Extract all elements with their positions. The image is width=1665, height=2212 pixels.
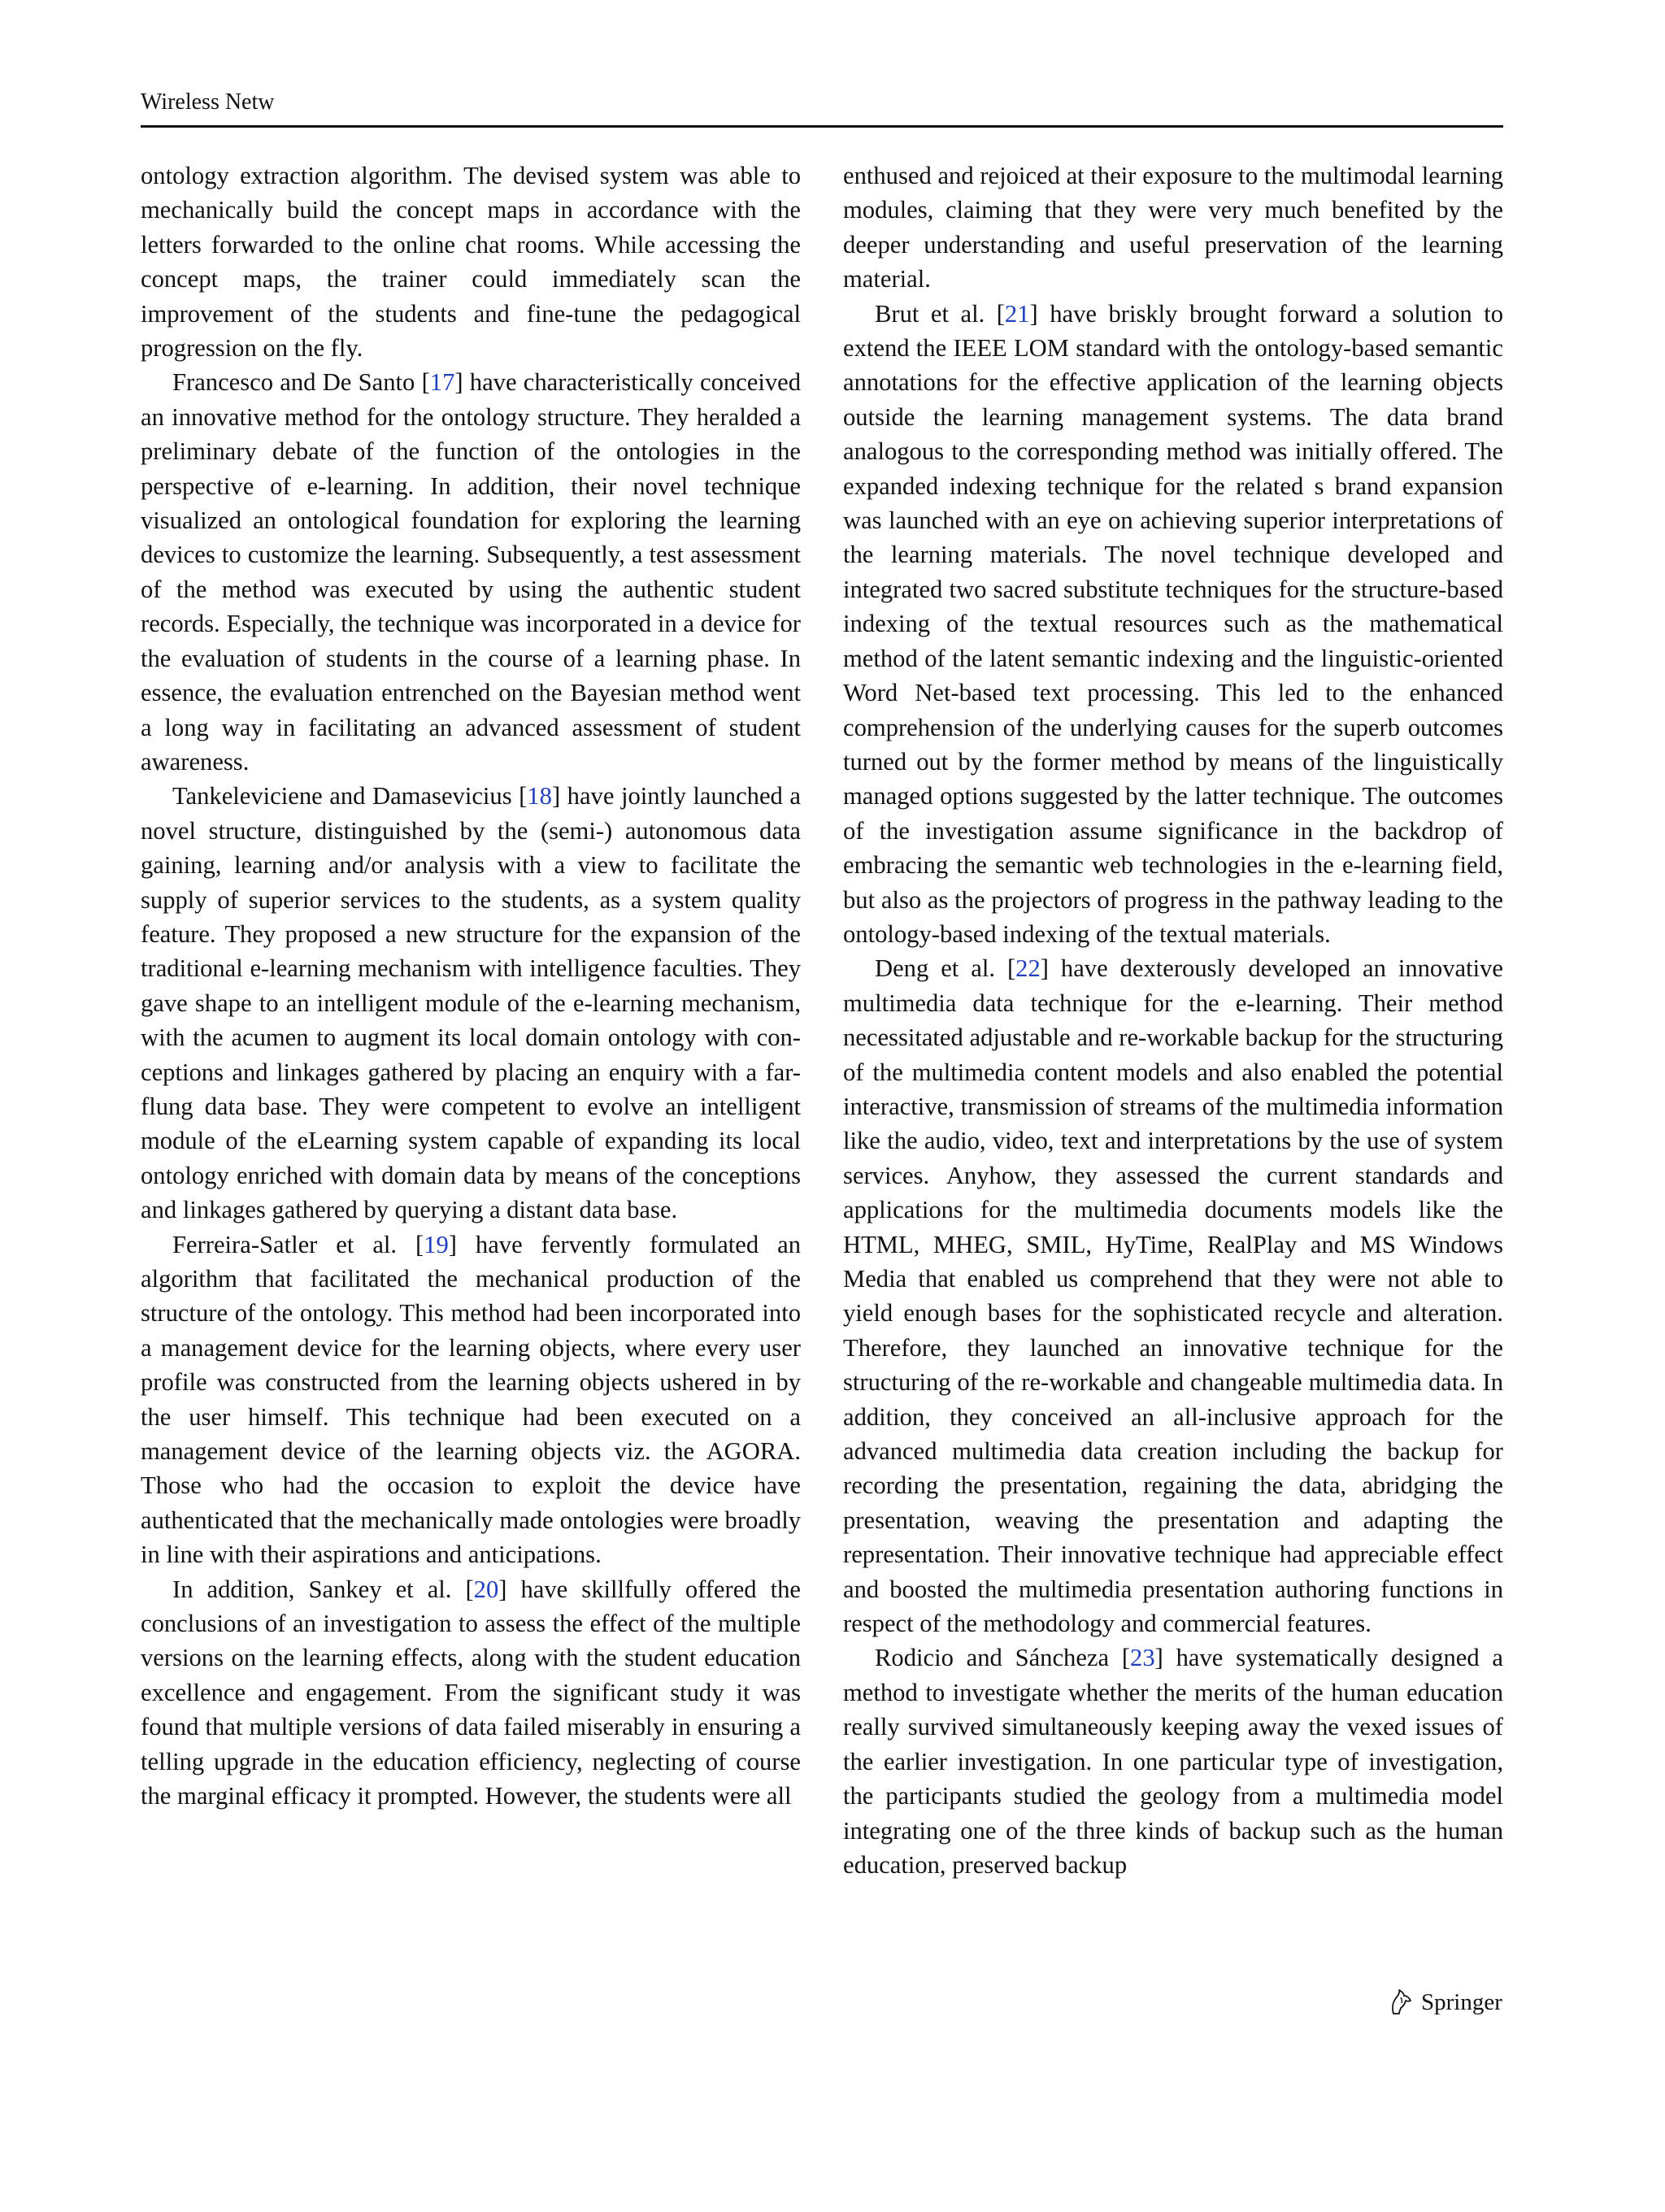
paragraph-text: ] have systematically designed a method to investigate whether the merits of the human education really survived simultaneously keeping away the vexed issues of the earlier investigation. In one particular type of investigation, the participants studied the geology from a multimedia model integrating one of the three kinds of backup such as the human education, preserved backup: [843, 1644, 1503, 1879]
paragraph-text: ] have characteristically conceived an innovative method for the ontology structure. They heralded a preliminary debate of the function of the ontologies in the perspective of e-learning. In addition, their novel technique visualized an ontological foundation for exploring the learning devices to customize the learning. Subsequently, a test assessment of the method was executed by using the authentic student records. Especially, the technique was incorporated in a device for the evaluation of students in the course of a learning phase. In essence, the evaluation entrenched on the Bayesian method went a long way in facilitating an advanced assessment of student awareness.: [141, 368, 801, 776]
paragraph: [141, 365, 801, 779]
paragraph: [141, 159, 801, 365]
paragraph-text: ontology extraction algorithm. The devised system was able to mechanically build the concept maps in accordance with the letters forwarded to the online chat rooms. While accessing the concept maps, the trainer could immediately scan the improvement of the students and fine-tune the pedagogical progression on the fly.: [141, 162, 801, 363]
paragraph: [141, 1572, 801, 1814]
paragraph-text: Tankeleviciene and Damasevicius [: [172, 782, 528, 810]
paragraph: [843, 159, 1503, 297]
citation-link[interactable]: 17: [429, 368, 455, 397]
paragraph: [843, 1641, 1503, 1882]
paragraph-text: Ferreira-Satler et al. [: [172, 1230, 424, 1258]
left-column: [141, 159, 801, 1814]
header-rule: [141, 125, 1503, 128]
paragraph-text: ] have briskly brought forward a solution to extend the IEEE LOM standard with the ontology-based semantic annotations for the effective application of the learning objects outside the learning management systems. The data brand analogous to the corresponding method was initially offered. The expanded indexing technique for the related s brand expansion was launched with an eye on achieving superior interpretations of the learning materials. The novel technique developed and integrated two sacred substitute techniques for the structure-based indexing of the textual resources such as the mathematical method of the latent semantic indexing and the linguistic-oriented Word Net-based text processing. This led to the enhanced comprehension of the underlying causes for the superb outcomes turned out by the former method by means of the linguistically managed options suggested by the latter technique. The outcomes of the investigation assume significance in the backdrop of embracing the semantic web technologies in the e-learning field, but also as the projectors of progress in the pathway leading to the ontology-based indexing of the textual materials.: [843, 299, 1503, 948]
citation-link[interactable]: 22: [1015, 954, 1041, 983]
paragraph-text: Rodicio and Sáncheza [: [875, 1644, 1131, 1672]
paragraph: [141, 1228, 801, 1572]
paragraph-text: Brut et al. [: [875, 299, 1005, 328]
paragraph: [141, 779, 801, 1227]
paragraph-text: ] have skillfully offered the conclusions of an investigation to assess the effect of the multiple versions on the learning effects, along with the student education excellence and engagement. From the significant study it was found that multiple versions of data failed miserably in ensuring a telling upgrade in the education efficiency, neglecting of course the marginal efficacy it prompted. However, the students were all: [141, 1575, 801, 1810]
paragraph-text: In addition, Sankey et al. [: [172, 1575, 474, 1603]
publisher-name: Springer: [1421, 1989, 1502, 2015]
paragraph-text: Francesco and De Santo [: [172, 368, 430, 397]
paragraph: [843, 951, 1503, 1641]
publisher-logo: [1389, 1988, 1502, 2017]
running-head-journal: Wireless Netw: [141, 89, 275, 115]
paragraph: [843, 297, 1503, 952]
paragraph-text: Deng et al. [: [875, 954, 1016, 983]
citation-link[interactable]: 20: [473, 1575, 499, 1603]
right-column: [843, 159, 1503, 1882]
paragraph-text: enthused and rejoiced at their exposure to the multimodal learning modules, claiming that they were very much benefited by the deeper understanding and useful preservation of the learning material.: [843, 162, 1503, 293]
springer-horse-icon: [1389, 1988, 1413, 2016]
citation-link[interactable]: 21: [1004, 299, 1030, 328]
paragraph-text: ] have dexterously developed an innovative multimedia data technique for the e-learning. Their method necessitated adjustable and re-workable backup for the structuring of the multimedia content models and also enabled the potential interactive, transmission of streams of the multimedia information like the audio, video, text and interpretations by the use of system services. Anyhow, they assessed the current standards and applications for the multimedia documents models like the HTML, MHEG, SMIL, HyTime, RealPlay and MS Windows Media that enabled us comprehend that they were not able to yield enough bases for the sophisticated recycle and alteration. Therefore, they launched an innovative technique for the structuring of the re-workable and changeable multimedia data. In addition, they conceived an all-inclusive approach for the advanced multimedia data creation including the backup for recording the presentation, regaining the data, abridging the presentation, weaving the presentation and adapting the representation. Their innovative technique had appreciable effect and boosted the multimedia presentation authoring functions in respect of the methodology and commercial features.: [843, 954, 1503, 1638]
paragraph-text: ] have fervently formulated an algorithm that facilitated the mechanical production of the structure of the ontology. This method had been incorporated into a management device for the learning objects, where every user profile was constructed from the learning objects ushered in by the user himself. This technique had been executed on a management device of the learning objects viz. the AGORA. Those who had the occasion to exploit the device have authenticated that the mechanically made ontologies were broadly in line with their aspirations and anticipations.: [141, 1230, 801, 1569]
citation-link[interactable]: 18: [527, 782, 552, 810]
paragraph-text: ] have jointly launched a novel structure, distinguished by the (semi-) autonomous data gaining, learning and/or analysis with a view to facilitate the supply of superior services to the students, as a system quality feature. They proposed a new structure for the expansion of the traditional e-learning mechanism with intelligence faculties. They gave shape to an intelligent module of the e-learning mechanism, with the acumen to augment its local domain ontology with conceptions and linkages gathered by placing an enquiry with a far-flung data base. They were competent to evolve an intelligent module of the eLearning system capable of expanding its local ontology enriched with domain data by means of the conceptions and linkages gathered by querying a distant data base.: [141, 782, 801, 1224]
citation-link[interactable]: 23: [1130, 1644, 1155, 1672]
citation-link[interactable]: 19: [424, 1230, 449, 1258]
